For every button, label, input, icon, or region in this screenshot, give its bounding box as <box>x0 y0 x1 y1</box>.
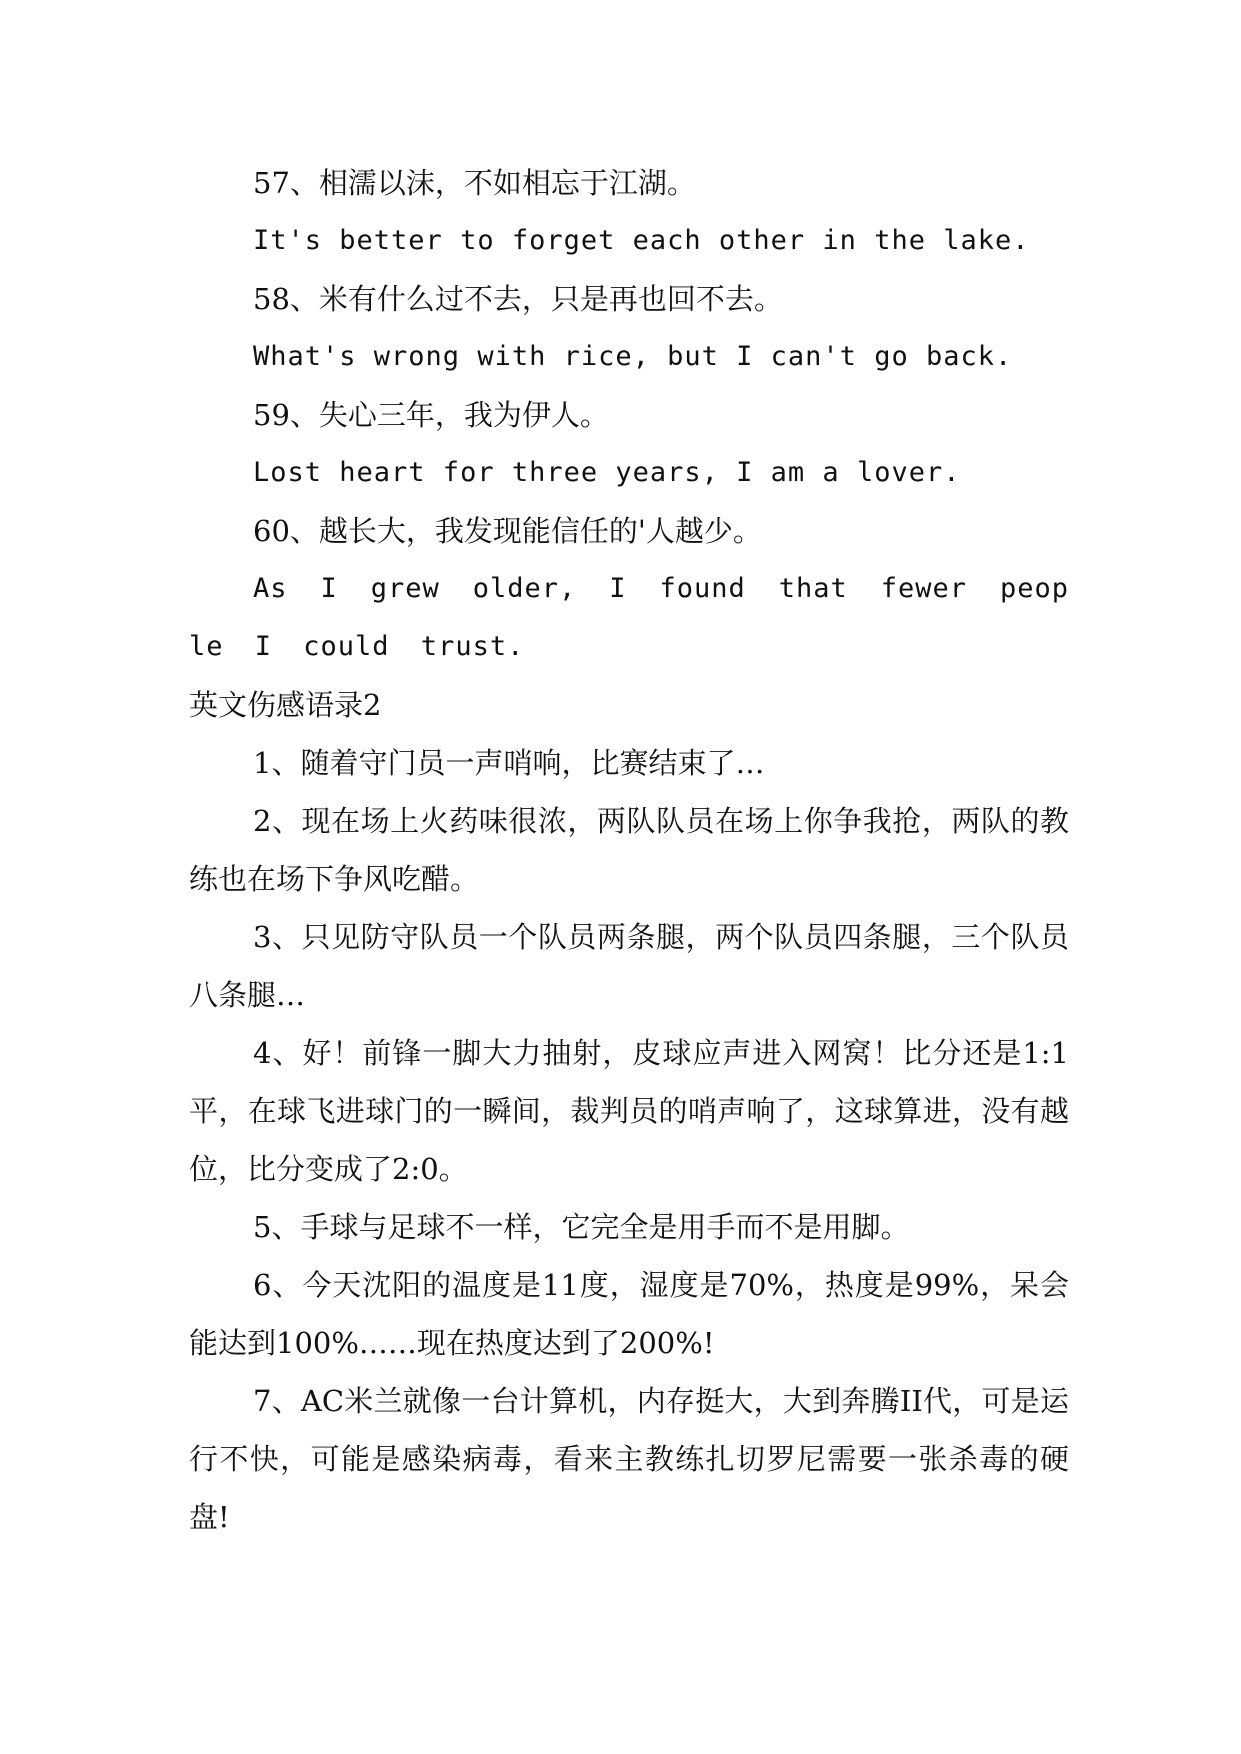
section-heading: 英文伤感语录2 <box>189 688 382 722</box>
quote-58-chinese: 58、米有什么过不去，只是再也回不去。 <box>253 282 783 316</box>
quote-57-english: It's better to forget each other in the lake. <box>253 225 1030 256</box>
list-item: 7、AC米兰就像一台计算机，内存挺大，大到奔腾II代，可是运行不快，可能是感染病毒，看来主教练扎切罗尼需要一张杀毒的硬盘! <box>189 1384 1069 1534</box>
document-body <box>189 154 1069 1546</box>
quote-59-english: Lost heart for three years, I am a lover. <box>253 457 961 488</box>
quote-60-english: As I grew older, I found that fewer people I could trust. <box>189 573 1069 662</box>
quote-57-chinese: 57、相濡以沫，不如相忘于江湖。 <box>253 166 696 200</box>
list-item: 4、好！前锋一脚大力抽射，皮球应声进入网窝！比分还是1:1平，在球飞进球门的一瞬间，裁判员的哨声响了，这球算进，没有越位，比分变成了2:0。 <box>189 1036 1069 1186</box>
list-item: 3、只见防守队员一个队员两条腿，两个队员四条腿，三个队员八条腿… <box>189 920 1069 1012</box>
quote-60-chinese: 60、越长大，我发现能信任的'人越少。 <box>253 514 762 548</box>
quote-58-english: What's wrong with rice, but I can't go back. <box>253 341 1013 372</box>
list-item: 5、手球与足球不一样，它完全是用手而不是用脚。 <box>253 1210 910 1244</box>
list-item: 2、现在场上火药味很浓，两队队员在场上你争我抢，两队的教练也在场下争风吃醋。 <box>189 804 1069 896</box>
list-item: 1、随着守门员一声哨响，比赛结束了… <box>253 746 765 780</box>
list-item: 6、今天沈阳的温度是11度，湿度是70%，热度是99%，呆会能达到100%……现在热度达到了200%! <box>189 1268 1069 1360</box>
quote-59-chinese: 59、失心三年，我为伊人。 <box>253 398 609 432</box>
